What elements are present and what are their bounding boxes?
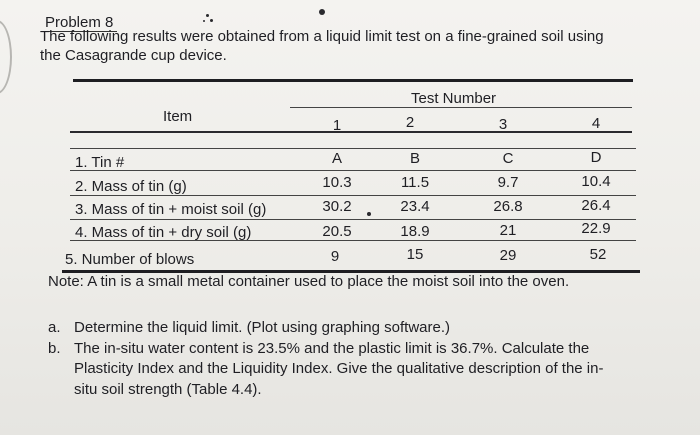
table-cell: D: [590, 149, 602, 166]
row-label: 4. Mass of tin + dry soil (g): [75, 224, 252, 241]
table-cell: 22.9: [581, 220, 611, 237]
table-cell: 18.9: [400, 223, 430, 240]
question-b-line1: The in-situ water content is 23.5% and the plastic limit is 36.7%. Calculate the: [74, 340, 590, 357]
table-top-rule: [73, 79, 633, 82]
column-header: 1: [332, 117, 342, 134]
problem-intro-line1: The following results were obtained from a liquid limit test on a fine-grained soil using: [40, 28, 604, 45]
question-a-marker: a.: [48, 319, 61, 336]
ink-dot: [210, 19, 213, 22]
item-header: Item: [163, 108, 193, 125]
table-cell: 9: [330, 248, 340, 265]
table-note: Note: A tin is a small metal container used to place the moist soil into the oven.: [48, 273, 570, 290]
table-cell: 23.4: [400, 198, 430, 215]
table-cell: 21: [499, 222, 517, 239]
row-label: 1. Tin #: [75, 154, 125, 171]
ink-dot: [203, 20, 205, 22]
problem-title: Problem 8: [45, 14, 114, 31]
ink-dot: [319, 9, 325, 15]
problem-intro-line2: the Casagrande cup device.: [40, 47, 227, 64]
question-b-line3: situ soil strength (Table 4.4).: [74, 381, 262, 398]
row-rule: [70, 219, 636, 220]
table-cell: 26.8: [493, 198, 523, 215]
test-number-header: Test Number: [411, 90, 497, 107]
question-b-marker: b.: [48, 340, 61, 357]
table-cell: 10.4: [581, 173, 611, 190]
question-a-text: Determine the liquid limit. (Plot using graphing software.): [74, 319, 451, 336]
table-cell: C: [502, 150, 514, 167]
row-rule: [70, 170, 636, 171]
table-cell: 15: [406, 246, 424, 263]
column-header: 2: [405, 114, 415, 131]
row-label: 3. Mass of tin + moist soil (g): [75, 201, 267, 218]
table-cell: 52: [589, 246, 607, 263]
page-curl: [0, 20, 12, 94]
column-header: 3: [498, 116, 508, 133]
ink-dot: [367, 212, 371, 216]
row-label: 2. Mass of tin (g): [75, 178, 187, 195]
row-label: 5. Number of blows: [65, 251, 195, 268]
table-cell: 11.5: [400, 174, 430, 191]
table-cell: A: [331, 150, 342, 167]
ink-dot: [206, 14, 209, 17]
table-cell: 30.2: [322, 198, 352, 215]
table-cell: B: [409, 150, 420, 167]
table-cell: 20.5: [322, 223, 352, 240]
column-header: 4: [591, 115, 601, 132]
table-cell: 9.7: [497, 174, 519, 191]
table-cell: 26.4: [581, 197, 611, 214]
table-cell: 29: [499, 247, 517, 264]
table-cell: 10.3: [322, 174, 352, 191]
question-b-line2: Plasticity Index and the Liquidity Index. Give the qualitative description of the in-: [74, 360, 604, 377]
row-rule: [70, 148, 636, 149]
